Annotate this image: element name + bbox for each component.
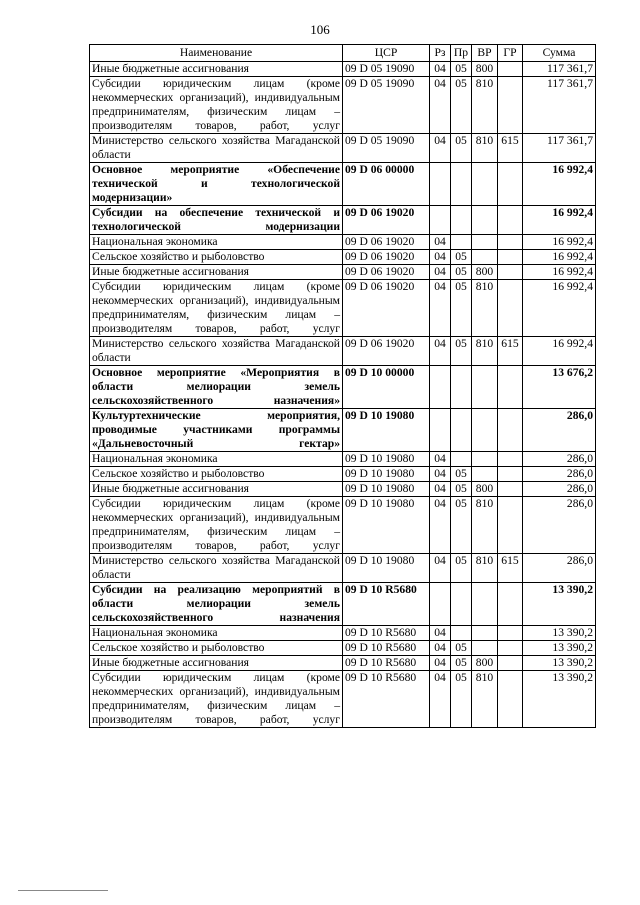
cell-csr: 09 D 10 19080 bbox=[343, 554, 430, 583]
cell-rz: 04 bbox=[430, 656, 451, 671]
cell-gr: 615 bbox=[498, 554, 523, 583]
cell-name: Национальная экономика bbox=[90, 626, 343, 641]
cell-csr: 09 D 06 19020 bbox=[343, 280, 430, 337]
cell-pr: 05 bbox=[451, 62, 472, 77]
cell-name: Субсидии на реализацию мероприятий в области мелиорации земель сельскохозяйственного назначения bbox=[90, 583, 343, 626]
cell-vr bbox=[472, 250, 498, 265]
table-row bbox=[90, 497, 596, 554]
cell-name: Основное мероприятие «Обеспечение технической и технологической модернизации» bbox=[90, 163, 343, 206]
cell-rz bbox=[430, 366, 451, 409]
cell-rz: 04 bbox=[430, 626, 451, 641]
cell-gr bbox=[498, 206, 523, 235]
cell-name: Иные бюджетные ассигнования bbox=[90, 62, 343, 77]
table-row bbox=[90, 62, 596, 77]
cell-name: Основное мероприятие «Мероприятия в области мелиорации земель сельскохозяйственного назначения» bbox=[90, 366, 343, 409]
cell-sum: 286,0 bbox=[523, 482, 596, 497]
cell-vr: 800 bbox=[472, 265, 498, 280]
cell-pr: 05 bbox=[451, 641, 472, 656]
cell-vr bbox=[472, 467, 498, 482]
table-row bbox=[90, 280, 596, 337]
cell-pr: 05 bbox=[451, 280, 472, 337]
cell-vr bbox=[472, 583, 498, 626]
cell-vr bbox=[472, 641, 498, 656]
cell-pr bbox=[451, 583, 472, 626]
cell-pr: 05 bbox=[451, 467, 472, 482]
cell-gr bbox=[498, 467, 523, 482]
cell-name: Культуртехнические мероприятия, проводимые участниками программы «Дальневосточный гектар» bbox=[90, 409, 343, 452]
cell-rz: 04 bbox=[430, 671, 451, 728]
cell-name: Министерство сельского хозяйства Магаданской области bbox=[90, 134, 343, 163]
cell-csr: 09 D 10 19080 bbox=[343, 467, 430, 482]
cell-gr: 615 bbox=[498, 337, 523, 366]
cell-gr bbox=[498, 641, 523, 656]
cell-rz: 04 bbox=[430, 77, 451, 134]
cell-vr bbox=[472, 409, 498, 452]
cell-name: Министерство сельского хозяйства Магаданской области bbox=[90, 554, 343, 583]
cell-name: Иные бюджетные ассигнования bbox=[90, 265, 343, 280]
cell-csr: 09 D 06 19020 bbox=[343, 337, 430, 366]
cell-rz: 04 bbox=[430, 452, 451, 467]
cell-vr: 810 bbox=[472, 554, 498, 583]
table-row bbox=[90, 265, 596, 280]
cell-name: Сельское хозяйство и рыболовство bbox=[90, 467, 343, 482]
cell-gr bbox=[498, 656, 523, 671]
header-vr: ВР bbox=[472, 45, 498, 62]
cell-gr bbox=[498, 671, 523, 728]
cell-csr: 09 D 06 19020 bbox=[343, 265, 430, 280]
cell-sum: 117 361,7 bbox=[523, 62, 596, 77]
cell-vr: 810 bbox=[472, 134, 498, 163]
header-csr: ЦСР bbox=[343, 45, 430, 62]
cell-rz bbox=[430, 409, 451, 452]
cell-pr: 05 bbox=[451, 337, 472, 366]
cell-name: Сельское хозяйство и рыболовство bbox=[90, 641, 343, 656]
cell-sum: 13 390,2 bbox=[523, 641, 596, 656]
table-row bbox=[90, 467, 596, 482]
cell-csr: 09 D 05 19090 bbox=[343, 62, 430, 77]
cell-rz: 04 bbox=[430, 641, 451, 656]
cell-pr: 05 bbox=[451, 250, 472, 265]
cell-sum: 286,0 bbox=[523, 497, 596, 554]
cell-rz: 04 bbox=[430, 482, 451, 497]
cell-gr bbox=[498, 409, 523, 452]
budget-table bbox=[89, 44, 596, 728]
cell-pr: 05 bbox=[451, 671, 472, 728]
cell-name: Национальная экономика bbox=[90, 452, 343, 467]
cell-sum: 16 992,4 bbox=[523, 337, 596, 366]
cell-name: Министерство сельского хозяйства Магаданской области bbox=[90, 337, 343, 366]
cell-name: Субсидии юридическим лицам (кроме некоммерческих организаций), индивидуальным предпринимателям, физическим лицам – производителям товаров, работ, услуг bbox=[90, 497, 343, 554]
table-row bbox=[90, 235, 596, 250]
header-name: Наименование bbox=[90, 45, 343, 62]
cell-pr: 05 bbox=[451, 554, 472, 583]
cell-pr: 05 bbox=[451, 482, 472, 497]
table-row bbox=[90, 671, 596, 728]
cell-sum: 16 992,4 bbox=[523, 235, 596, 250]
page-number: 106 bbox=[310, 22, 330, 37]
cell-pr bbox=[451, 452, 472, 467]
cell-csr: 09 D 10 19080 bbox=[343, 482, 430, 497]
table-row bbox=[90, 583, 596, 626]
cell-pr bbox=[451, 366, 472, 409]
cell-rz: 04 bbox=[430, 250, 451, 265]
cell-vr bbox=[472, 452, 498, 467]
cell-rz: 04 bbox=[430, 554, 451, 583]
cell-name: Субсидии юридическим лицам (кроме некоммерческих организаций), индивидуальным предпринимателям, физическим лицам – производителям товаров, работ, услуг bbox=[90, 671, 343, 728]
cell-sum: 13 676,2 bbox=[523, 366, 596, 409]
table-row bbox=[90, 626, 596, 641]
cell-vr: 810 bbox=[472, 671, 498, 728]
cell-sum: 13 390,2 bbox=[523, 656, 596, 671]
cell-sum: 286,0 bbox=[523, 554, 596, 583]
cell-pr bbox=[451, 626, 472, 641]
cell-gr bbox=[498, 163, 523, 206]
cell-csr: 09 D 10 R5680 bbox=[343, 583, 430, 626]
cell-gr bbox=[498, 366, 523, 409]
cell-vr: 800 bbox=[472, 62, 498, 77]
cell-gr bbox=[498, 265, 523, 280]
table-row bbox=[90, 77, 596, 134]
table-row bbox=[90, 134, 596, 163]
cell-vr: 810 bbox=[472, 77, 498, 134]
cell-pr bbox=[451, 163, 472, 206]
cell-vr: 810 bbox=[472, 337, 498, 366]
cell-name: Иные бюджетные ассигнования bbox=[90, 656, 343, 671]
cell-gr bbox=[498, 452, 523, 467]
cell-csr: 09 D 10 19080 bbox=[343, 452, 430, 467]
cell-rz bbox=[430, 206, 451, 235]
cell-csr: 09 D 10 19080 bbox=[343, 409, 430, 452]
cell-vr: 810 bbox=[472, 280, 498, 337]
cell-pr: 05 bbox=[451, 77, 472, 134]
cell-pr: 05 bbox=[451, 497, 472, 554]
cell-gr bbox=[498, 62, 523, 77]
cell-pr bbox=[451, 206, 472, 235]
cell-sum: 16 992,4 bbox=[523, 206, 596, 235]
table-row bbox=[90, 656, 596, 671]
cell-rz: 04 bbox=[430, 134, 451, 163]
cell-csr: 09 D 10 19080 bbox=[343, 497, 430, 554]
cell-csr: 09 D 06 19020 bbox=[343, 206, 430, 235]
cell-csr: 09 D 10 R5680 bbox=[343, 626, 430, 641]
cell-name: Субсидии юридическим лицам (кроме некоммерческих организаций), индивидуальным предпринимателям, физическим лицам – производителям товаров, работ, услуг bbox=[90, 280, 343, 337]
header-pr: Пр bbox=[451, 45, 472, 62]
table-row bbox=[90, 250, 596, 265]
cell-csr: 09 D 10 R5680 bbox=[343, 656, 430, 671]
cell-name: Сельское хозяйство и рыболовство bbox=[90, 250, 343, 265]
cell-pr bbox=[451, 235, 472, 250]
cell-name: Субсидии на обеспечение технической и технологической модернизации bbox=[90, 206, 343, 235]
cell-sum: 117 361,7 bbox=[523, 77, 596, 134]
cell-rz: 04 bbox=[430, 235, 451, 250]
cell-rz: 04 bbox=[430, 265, 451, 280]
cell-csr: 09 D 10 R5680 bbox=[343, 641, 430, 656]
cell-gr bbox=[498, 235, 523, 250]
cell-vr bbox=[472, 626, 498, 641]
cell-sum: 16 992,4 bbox=[523, 250, 596, 265]
cell-csr: 09 D 05 19090 bbox=[343, 134, 430, 163]
cell-sum: 13 390,2 bbox=[523, 626, 596, 641]
cell-vr bbox=[472, 366, 498, 409]
cell-gr bbox=[498, 583, 523, 626]
cell-csr: 09 D 10 R5680 bbox=[343, 671, 430, 728]
table-row bbox=[90, 641, 596, 656]
table-row bbox=[90, 482, 596, 497]
cell-gr bbox=[498, 250, 523, 265]
cell-name: Субсидии юридическим лицам (кроме некоммерческих организаций), индивидуальным предпринимателям, физическим лицам – производителям товаров, работ, услуг bbox=[90, 77, 343, 134]
cell-sum: 16 992,4 bbox=[523, 163, 596, 206]
header-rz: Рз bbox=[430, 45, 451, 62]
cell-rz: 04 bbox=[430, 62, 451, 77]
cell-rz: 04 bbox=[430, 337, 451, 366]
cell-pr: 05 bbox=[451, 134, 472, 163]
cell-vr bbox=[472, 235, 498, 250]
cell-rz bbox=[430, 583, 451, 626]
cell-rz bbox=[430, 163, 451, 206]
cell-gr bbox=[498, 497, 523, 554]
cell-rz: 04 bbox=[430, 497, 451, 554]
cell-vr bbox=[472, 163, 498, 206]
cell-vr: 800 bbox=[472, 656, 498, 671]
cell-csr: 09 D 06 19020 bbox=[343, 235, 430, 250]
cell-csr: 09 D 10 00000 bbox=[343, 366, 430, 409]
cell-gr bbox=[498, 626, 523, 641]
cell-sum: 13 390,2 bbox=[523, 671, 596, 728]
cell-vr bbox=[472, 206, 498, 235]
cell-rz: 04 bbox=[430, 280, 451, 337]
cell-gr bbox=[498, 77, 523, 134]
table-header-row bbox=[90, 45, 596, 62]
table-row bbox=[90, 206, 596, 235]
cell-sum: 16 992,4 bbox=[523, 265, 596, 280]
cell-pr: 05 bbox=[451, 265, 472, 280]
table-row bbox=[90, 409, 596, 452]
header-gr: ГР bbox=[498, 45, 523, 62]
cell-sum: 13 390,2 bbox=[523, 583, 596, 626]
cell-gr bbox=[498, 280, 523, 337]
table-row bbox=[90, 452, 596, 467]
table-row bbox=[90, 337, 596, 366]
cell-pr bbox=[451, 409, 472, 452]
footer-rule bbox=[18, 890, 108, 891]
cell-sum: 286,0 bbox=[523, 409, 596, 452]
cell-gr bbox=[498, 482, 523, 497]
cell-vr: 810 bbox=[472, 497, 498, 554]
cell-rz: 04 bbox=[430, 467, 451, 482]
cell-gr: 615 bbox=[498, 134, 523, 163]
cell-name: Национальная экономика bbox=[90, 235, 343, 250]
cell-csr: 09 D 06 19020 bbox=[343, 250, 430, 265]
cell-vr: 800 bbox=[472, 482, 498, 497]
cell-pr: 05 bbox=[451, 656, 472, 671]
cell-csr: 09 D 06 00000 bbox=[343, 163, 430, 206]
table-row bbox=[90, 366, 596, 409]
cell-sum: 286,0 bbox=[523, 467, 596, 482]
cell-sum: 286,0 bbox=[523, 452, 596, 467]
cell-sum: 117 361,7 bbox=[523, 134, 596, 163]
table-row bbox=[90, 554, 596, 583]
table-row bbox=[90, 163, 596, 206]
header-sum: Сумма bbox=[523, 45, 596, 62]
cell-sum: 16 992,4 bbox=[523, 280, 596, 337]
cell-name: Иные бюджетные ассигнования bbox=[90, 482, 343, 497]
cell-csr: 09 D 05 19090 bbox=[343, 77, 430, 134]
